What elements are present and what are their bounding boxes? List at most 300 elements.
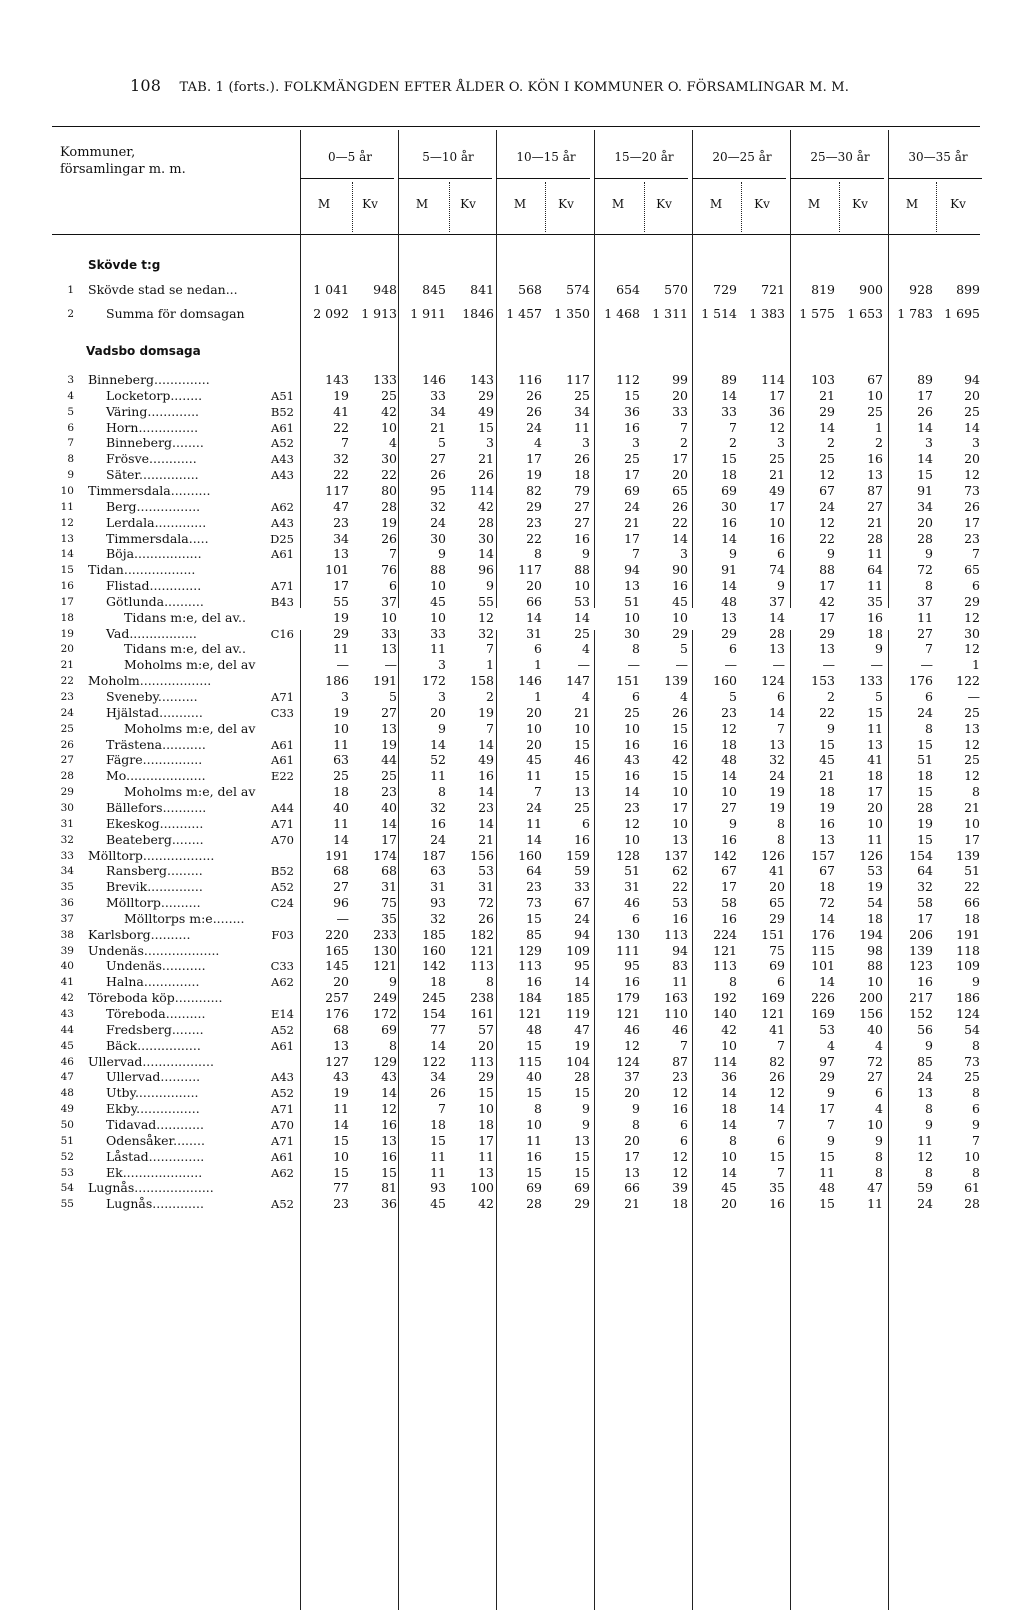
- cell-value: 12: [964, 467, 980, 483]
- cell-value: 32: [478, 625, 494, 641]
- cell-value: 29: [672, 625, 688, 641]
- row-name: Tidans m:e, del av..: [124, 641, 246, 657]
- cell-value: 8: [925, 720, 933, 736]
- cell-value: 11: [526, 815, 542, 831]
- cell-value: 130: [616, 926, 640, 942]
- table-row: [0, 784, 1024, 800]
- cell-value: 29: [478, 387, 494, 403]
- cell-value: 97: [819, 1053, 835, 1069]
- cell-value: 18: [430, 1116, 446, 1132]
- cell-value: 154: [422, 1006, 446, 1021]
- sub-header-m: M: [905, 197, 919, 211]
- cell-value: 32: [430, 910, 446, 926]
- cell-value: 51: [917, 752, 933, 768]
- cell-value: 14: [721, 578, 737, 594]
- header-bottom-rule: [52, 234, 980, 235]
- cell-value: 42: [721, 1021, 737, 1037]
- row-code: A52: [271, 436, 294, 451]
- cell-value: 98: [867, 942, 883, 958]
- cell-value: —: [772, 657, 785, 673]
- cell-value: 121: [616, 1006, 640, 1021]
- cell-value: 40: [867, 1021, 883, 1037]
- cell-value: 12: [964, 641, 980, 657]
- row-number: 10: [60, 484, 74, 497]
- cell-value: 12: [964, 609, 980, 625]
- table-row: [0, 863, 1024, 879]
- cell-value: 10: [769, 514, 785, 530]
- cell-value: 66: [964, 895, 980, 911]
- row-number: 40: [60, 960, 74, 973]
- cell-value: 24: [574, 910, 590, 926]
- row-code: A62: [271, 1165, 294, 1180]
- row-code: A61: [271, 753, 294, 768]
- cell-value: 68: [381, 863, 397, 879]
- cell-value: 13: [917, 1085, 933, 1101]
- cell-value: 110: [664, 1006, 688, 1021]
- cell-value: 19: [574, 1037, 590, 1053]
- row-name: Tidan..................: [88, 562, 196, 578]
- cell-value: 15: [574, 736, 590, 752]
- cell-value: 48: [526, 1021, 542, 1037]
- cell-value: 69: [574, 1180, 590, 1196]
- cell-value: 72: [478, 895, 494, 911]
- cell-value: 64: [867, 562, 883, 578]
- row-name: Lerdala.............: [106, 514, 207, 530]
- cell-value: 48: [819, 1180, 835, 1196]
- cell-value: 23: [526, 879, 542, 895]
- cell-value: 14: [769, 704, 785, 720]
- cell-value: —: [627, 657, 640, 673]
- cell-value: 18: [819, 879, 835, 895]
- cell-value: 30: [964, 625, 980, 641]
- row-name: Ek....................: [106, 1164, 203, 1180]
- cell-value: 74: [769, 562, 785, 578]
- cell-value: 26: [381, 530, 397, 546]
- cell-value: 11: [867, 578, 883, 594]
- cell-value: 68: [333, 863, 349, 879]
- age-group-header: 20—25 år: [712, 150, 772, 164]
- cell-value: 65: [672, 482, 688, 498]
- cell-value: 18: [964, 910, 980, 926]
- cell-value: 10: [624, 831, 640, 847]
- cell-value: 28: [574, 1069, 590, 1085]
- cell-value: 94: [624, 562, 640, 578]
- cell-value: 15: [574, 1148, 590, 1164]
- cell-value: 111: [616, 942, 640, 958]
- row-code: A61: [271, 547, 294, 562]
- cell-value: 67: [867, 372, 883, 387]
- cell-value: 15: [381, 1164, 397, 1180]
- cell-value: 16: [624, 736, 640, 752]
- row-code: B43: [270, 594, 294, 609]
- cell-value: 17: [672, 451, 688, 467]
- row-code: A52: [271, 1086, 294, 1101]
- cell-value: 153: [811, 673, 835, 689]
- cell-value: 104: [566, 1053, 590, 1069]
- cell-value: 25: [964, 704, 980, 720]
- cell-value: 10: [672, 609, 688, 625]
- row-name: Töreboda..........: [106, 1006, 206, 1021]
- row-name: Säter...............: [106, 467, 199, 483]
- cell-value: 59: [917, 1180, 933, 1196]
- row-code: A61: [271, 1038, 294, 1053]
- cell-value: 24: [624, 498, 640, 514]
- cell-value: 41: [769, 863, 785, 879]
- cell-value: 9: [582, 1101, 590, 1117]
- cell-value: 29: [964, 593, 980, 609]
- row-number: 51: [60, 1134, 74, 1147]
- cell-value: 13: [769, 736, 785, 752]
- cell-value: 19: [917, 815, 933, 831]
- cell-value: 22: [333, 467, 349, 483]
- cell-value: 14: [769, 1101, 785, 1117]
- cell-value: 121: [373, 958, 397, 974]
- row-name: Trästena...........: [106, 736, 206, 752]
- cell-value: —: [336, 910, 349, 926]
- sub-header-kv: Kv: [362, 197, 378, 211]
- cell-value: 114: [713, 1053, 737, 1069]
- table-row: [0, 1149, 1024, 1165]
- cell-value: 10: [867, 974, 883, 990]
- cell-value: 14: [721, 530, 737, 546]
- cell-value: 12: [672, 1164, 688, 1180]
- cell-value: 9: [389, 974, 397, 990]
- cell-value: 6: [680, 1116, 688, 1132]
- cell-value: 5: [438, 435, 446, 451]
- cell-value: 1: [534, 689, 542, 704]
- cell-value: 45: [672, 593, 688, 609]
- cell-value: 15: [526, 1164, 542, 1180]
- cell-value: 11: [867, 1196, 883, 1212]
- cell-value: 13: [867, 736, 883, 752]
- cell-value: 85: [917, 1053, 933, 1069]
- cell-value: 8: [777, 815, 785, 831]
- cell-value: 4: [875, 1101, 883, 1117]
- cell-value: 45: [819, 752, 835, 768]
- cell-value: 20: [526, 578, 542, 594]
- cell-value: 6: [582, 815, 590, 831]
- cell-value: 899: [956, 282, 980, 297]
- table-title: TAB. 1 (forts.). FOLKMÄNGDEN EFTER ÅLDER O. KÖN I KOMMUNER O. FÖRSAMLINGAR M. M.: [179, 80, 850, 95]
- cell-value: 9: [486, 578, 494, 594]
- cell-value: 58: [721, 895, 737, 911]
- cell-value: 15: [917, 784, 933, 800]
- cell-value: 8: [875, 1164, 883, 1180]
- cell-value: 8: [925, 1101, 933, 1117]
- sub-header-m: M: [513, 197, 527, 211]
- cell-value: 185: [566, 990, 590, 1006]
- cell-value: 22: [381, 467, 397, 483]
- cell-value: 90: [672, 562, 688, 578]
- cell-value: 9: [925, 1116, 933, 1132]
- row-number: 36: [60, 897, 74, 910]
- row-code: A70: [271, 1117, 294, 1132]
- cell-value: 1 514: [701, 306, 737, 321]
- row-number: 24: [60, 706, 74, 719]
- page-number: 108: [130, 76, 162, 95]
- sub-header-m: M: [415, 197, 429, 211]
- cell-value: 22: [526, 530, 542, 546]
- row-number: 16: [60, 580, 74, 593]
- row-code: A43: [271, 515, 294, 530]
- row-number: 5: [67, 405, 74, 418]
- cell-value: 11: [526, 1132, 542, 1148]
- cell-value: 25: [964, 1069, 980, 1085]
- cell-value: 928: [909, 282, 933, 297]
- cell-value: 31: [526, 625, 542, 641]
- row-name: Binneberg........: [106, 435, 204, 451]
- cell-value: 17: [624, 467, 640, 483]
- cell-value: 224: [713, 926, 737, 942]
- cell-value: 8: [972, 784, 980, 800]
- cell-value: 1 041: [313, 282, 349, 297]
- cell-value: 21: [867, 514, 883, 530]
- cell-value: 46: [574, 752, 590, 768]
- row-number: 32: [60, 833, 74, 846]
- cell-value: 23: [624, 799, 640, 815]
- table-row: [0, 1165, 1024, 1181]
- cell-value: 16: [526, 1148, 542, 1164]
- table-row: [0, 483, 1024, 499]
- cell-value: 1 653: [847, 306, 883, 321]
- cell-value: 20: [624, 1132, 640, 1148]
- cell-value: 66: [526, 593, 542, 609]
- sub-header-kv: Kv: [852, 197, 868, 211]
- cell-value: 77: [333, 1180, 349, 1196]
- cell-value: 14: [526, 609, 542, 625]
- cell-value: 16: [672, 1101, 688, 1117]
- cell-value: 6: [632, 910, 640, 926]
- cell-value: 121: [713, 942, 737, 958]
- cell-value: 42: [478, 1196, 494, 1212]
- cell-value: 10: [867, 387, 883, 403]
- cell-value: 7: [486, 720, 494, 736]
- row-name: Ullervad..........: [106, 1069, 201, 1085]
- cell-value: 11: [819, 1164, 835, 1180]
- table-row: [0, 911, 1024, 927]
- cell-value: 123: [909, 958, 933, 974]
- cell-value: 27: [721, 799, 737, 815]
- cell-value: 46: [624, 895, 640, 911]
- cell-value: 143: [325, 372, 349, 387]
- cell-value: 29: [333, 625, 349, 641]
- row-number: 29: [60, 786, 74, 799]
- cell-value: 29: [574, 1196, 590, 1212]
- cell-value: 101: [811, 958, 835, 974]
- cell-value: 117: [518, 562, 542, 578]
- cell-value: 28: [917, 799, 933, 815]
- cell-value: 9: [777, 578, 785, 594]
- cell-value: 16: [721, 910, 737, 926]
- cell-value: 57: [478, 1021, 494, 1037]
- cell-value: 1: [972, 657, 980, 673]
- cell-value: 36: [624, 403, 640, 419]
- cell-value: 24: [430, 514, 446, 530]
- row-code: C24: [270, 896, 294, 911]
- cell-value: 17: [526, 451, 542, 467]
- cell-value: 6: [729, 641, 737, 657]
- group-underline: [398, 178, 492, 179]
- cell-value: 122: [956, 673, 980, 689]
- table-row: [0, 800, 1024, 816]
- cell-value: 8: [972, 1037, 980, 1053]
- cell-value: 33: [672, 403, 688, 419]
- cell-value: 6: [777, 1132, 785, 1148]
- cell-value: 13: [574, 784, 590, 800]
- cell-value: 11: [917, 1132, 933, 1148]
- row-code: A61: [271, 737, 294, 752]
- cell-value: 19: [526, 467, 542, 483]
- row-code: A71: [271, 1102, 294, 1117]
- cell-value: 9: [827, 1085, 835, 1101]
- cell-value: 27: [917, 625, 933, 641]
- row-name: Moholms m:e, del av: [124, 720, 256, 736]
- cell-value: 51: [964, 863, 980, 879]
- cell-value: 12: [769, 1085, 785, 1101]
- row-number: 35: [60, 881, 74, 894]
- cell-value: 9: [827, 720, 835, 736]
- cell-value: 17: [672, 799, 688, 815]
- row-code: A51: [271, 388, 294, 403]
- row-number: 42: [60, 992, 74, 1005]
- cell-value: 3: [925, 435, 933, 451]
- cell-value: 22: [672, 879, 688, 895]
- cell-value: 574: [566, 282, 590, 297]
- row-number: 6: [67, 421, 74, 434]
- cell-value: 16: [574, 530, 590, 546]
- cell-value: 206: [909, 926, 933, 942]
- cell-value: 6: [389, 578, 397, 594]
- cell-value: 3: [777, 435, 785, 451]
- cell-value: 1 383: [749, 306, 785, 321]
- cell-value: 25: [819, 451, 835, 467]
- table-row: [0, 451, 1024, 467]
- cell-value: 3: [341, 689, 349, 704]
- cell-value: 15: [917, 736, 933, 752]
- cell-value: 20: [769, 879, 785, 895]
- cell-value: 83: [672, 958, 688, 974]
- table-row: [0, 467, 1024, 483]
- cell-value: 121: [761, 1006, 785, 1021]
- table-row: [0, 546, 1024, 562]
- cell-value: 7: [777, 1164, 785, 1180]
- table-row: [0, 594, 1024, 610]
- cell-value: 29: [478, 1069, 494, 1085]
- cell-value: 8: [534, 1101, 542, 1117]
- row-number: 21: [60, 659, 74, 672]
- table-row: [0, 641, 1024, 657]
- cell-value: 14: [381, 815, 397, 831]
- cell-value: 185: [422, 926, 446, 942]
- cell-value: 28: [478, 514, 494, 530]
- cell-value: 19: [333, 1085, 349, 1101]
- cell-value: 20: [672, 387, 688, 403]
- row-number: 50: [60, 1118, 74, 1131]
- cell-value: 53: [672, 895, 688, 911]
- cell-value: 49: [478, 752, 494, 768]
- cell-value: 113: [470, 1053, 494, 1069]
- cell-value: 15: [721, 451, 737, 467]
- cell-value: 88: [430, 562, 446, 578]
- cell-value: 66: [624, 1180, 640, 1196]
- cell-value: 11: [333, 1101, 349, 1117]
- cell-value: 29: [769, 910, 785, 926]
- cell-value: 187: [422, 847, 446, 863]
- cell-value: 142: [713, 847, 737, 863]
- row-code: A70: [271, 832, 294, 847]
- cell-value: 88: [867, 958, 883, 974]
- cell-value: 17: [819, 578, 835, 594]
- cell-value: 13: [624, 578, 640, 594]
- table-row: [0, 610, 1024, 626]
- cell-value: 20: [526, 704, 542, 720]
- cell-value: 10: [526, 720, 542, 736]
- table-row: [0, 673, 1024, 689]
- cell-value: 37: [624, 1069, 640, 1085]
- cell-value: 18: [721, 736, 737, 752]
- cell-value: 7: [486, 641, 494, 657]
- cell-value: 6: [680, 1132, 688, 1148]
- cell-value: 82: [769, 1053, 785, 1069]
- cell-value: 226: [811, 990, 835, 1006]
- cell-value: 14: [574, 974, 590, 990]
- row-name: Brevik..............: [106, 879, 203, 895]
- row-number: 27: [60, 754, 74, 767]
- cell-value: 17: [917, 387, 933, 403]
- cell-value: 124: [616, 1053, 640, 1069]
- table-row: [0, 1180, 1024, 1196]
- cell-value: 114: [761, 372, 785, 387]
- cell-value: —: [724, 657, 737, 673]
- cell-value: 27: [867, 1069, 883, 1085]
- cell-value: 65: [769, 895, 785, 911]
- cell-value: 55: [478, 593, 494, 609]
- cell-value: 25: [769, 451, 785, 467]
- cell-value: 15: [574, 1164, 590, 1180]
- cell-value: 2: [827, 689, 835, 704]
- cell-value: 1 911: [410, 306, 446, 321]
- cell-value: 13: [381, 1132, 397, 1148]
- cell-value: 151: [761, 926, 785, 942]
- group-underline: [790, 178, 884, 179]
- cell-value: 95: [574, 958, 590, 974]
- cell-value: 15: [672, 768, 688, 784]
- cell-value: 53: [574, 593, 590, 609]
- row-name: Utby................: [106, 1085, 199, 1101]
- cell-value: 6: [777, 974, 785, 990]
- cell-value: 8: [972, 1085, 980, 1101]
- cell-value: 249: [373, 990, 397, 1006]
- group-underline: [496, 178, 590, 179]
- cell-value: —: [920, 657, 933, 673]
- cell-value: 6: [972, 578, 980, 594]
- cell-value: 146: [422, 372, 446, 387]
- cell-value: 69: [721, 482, 737, 498]
- cell-value: 53: [867, 863, 883, 879]
- row-name: Summa för domsagan: [106, 306, 245, 321]
- cell-value: 95: [430, 482, 446, 498]
- row-number: 11: [60, 500, 74, 513]
- cell-value: 109: [956, 958, 980, 974]
- cell-value: 30: [721, 498, 737, 514]
- cell-value: 133: [859, 673, 883, 689]
- cell-value: —: [675, 657, 688, 673]
- cell-value: 35: [867, 593, 883, 609]
- cell-value: 37: [381, 593, 397, 609]
- cell-value: 16: [430, 815, 446, 831]
- cell-value: 15: [526, 910, 542, 926]
- cell-value: 15: [672, 720, 688, 736]
